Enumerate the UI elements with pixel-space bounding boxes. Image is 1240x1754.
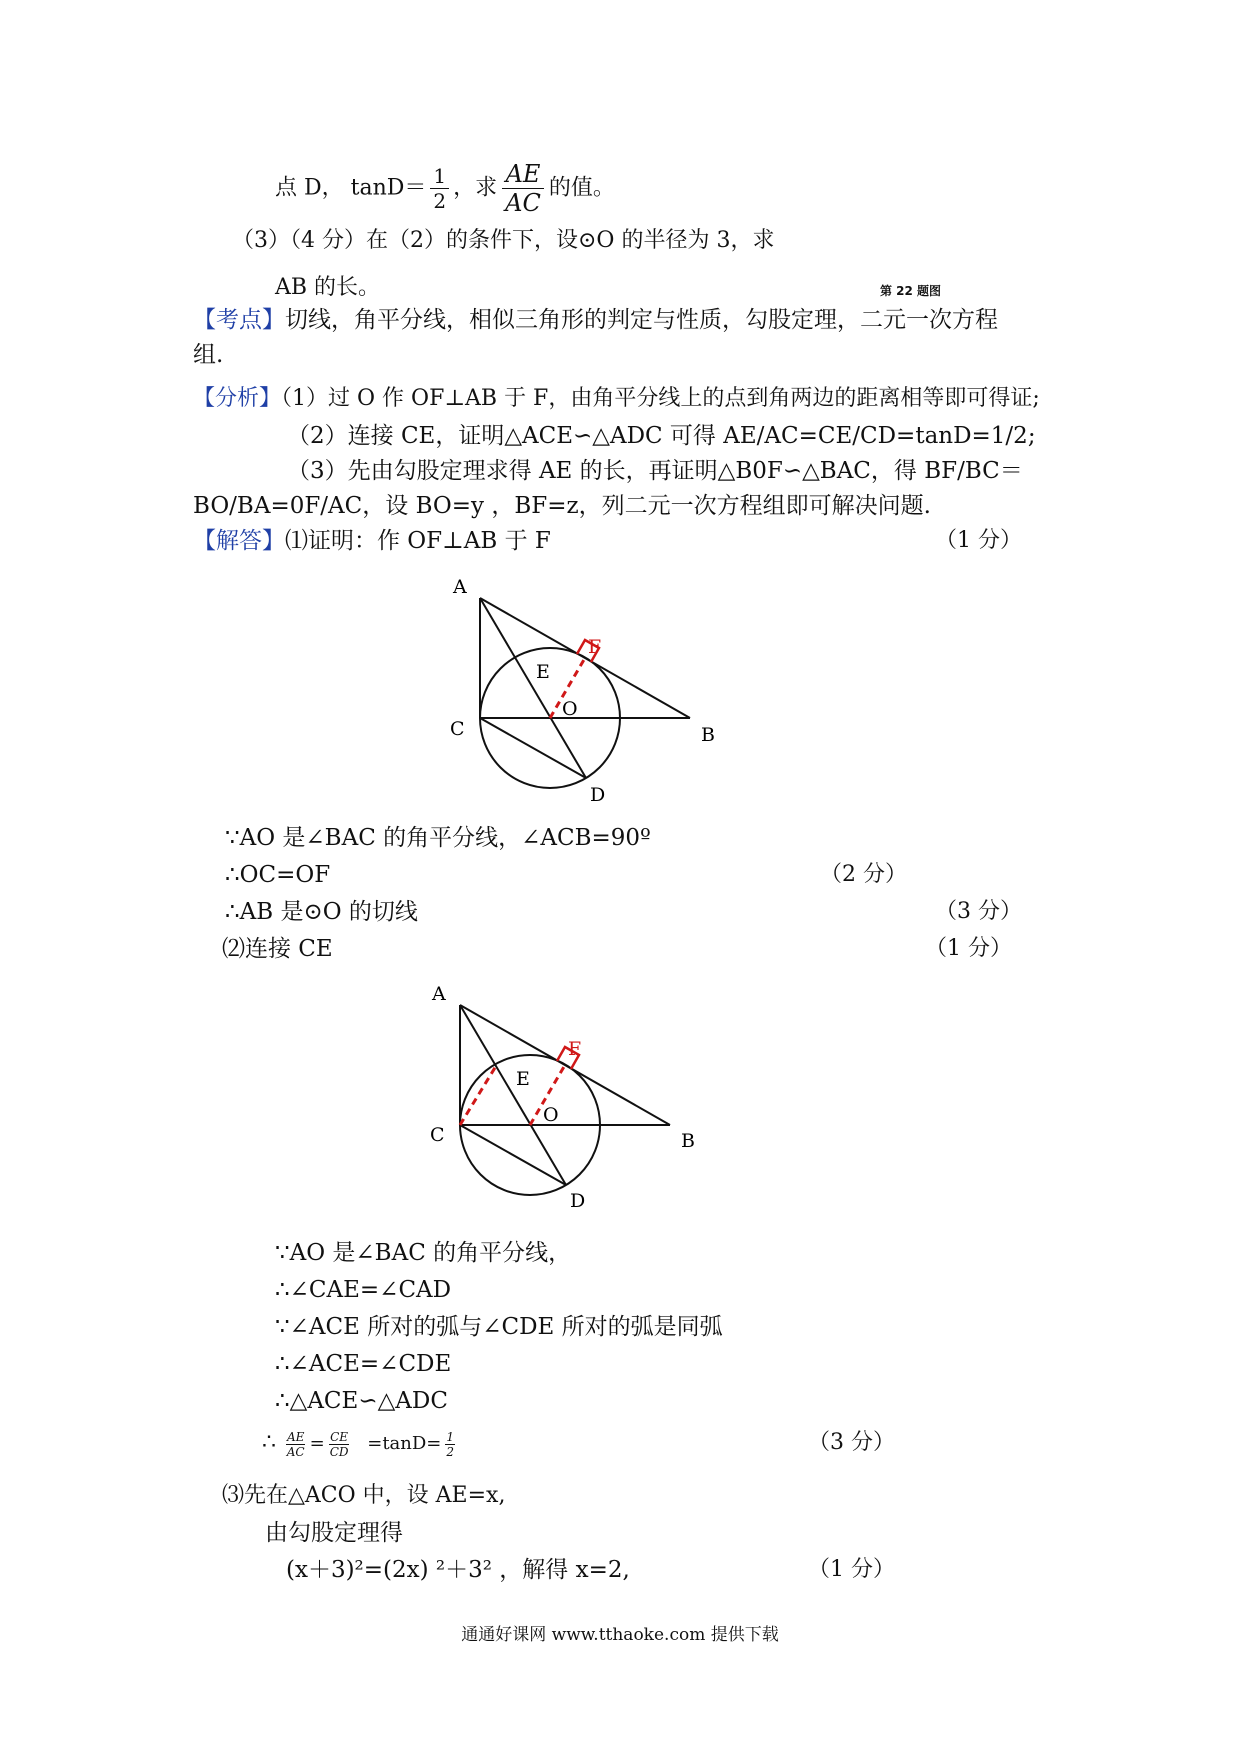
jieda-line-11 [262,1428,459,1459]
fenxi-line-1 [193,384,1040,414]
kaodian-text-cont: 组. [193,342,224,368]
equals-sign: = [309,1433,325,1454]
label-c: C [430,1124,445,1146]
label-e: E [516,1068,530,1090]
jieda-line-6: ∵AO 是∠BAC 的角平分线， [275,1240,572,1266]
label-c: C [450,718,465,740]
jieda-line-2: ∵AO 是∠BAC 的角平分线，∠ACB=90º [225,825,651,851]
figure-caption: 第 22 题图 [880,284,942,298]
fraction-numerator: CE [330,1429,349,1444]
question-prefix: 点 D， tanD＝ [275,175,427,201]
fraction-half [445,1431,455,1458]
jieda-line-9: ∴∠ACE=∠CDE [275,1351,452,1377]
fenxi-text: （1）过 O 作 OF⊥AB 于 F，由角平分线上的点到角两边的距离相等即可得证; [281,386,1040,411]
score-mark: （1 分） [925,936,1012,961]
segment-cd [460,1125,566,1185]
fraction-ce-cd [329,1431,350,1458]
score-mark: （3 分） [935,899,1022,924]
fraction-denominator: 2 [446,1444,455,1459]
geometry-figure-1 [440,575,730,815]
jieda-line-3: ∴OC=OF [225,862,331,888]
label-a: A [453,576,467,598]
score-mark: （2 分） [820,862,907,887]
tan-text: =tanD= [367,1433,442,1454]
score-mark: （1 分） [935,528,1022,553]
label-b: B [681,1130,695,1152]
fenxi-line-3: （3）先由勾股定理求得 AE 的长，再证明△B0F∽△BAC，得 BF/BC＝ [287,458,1023,484]
segment-ad [480,598,586,778]
jieda-tag: 【解答】 [193,528,285,554]
segment-ce [460,1066,496,1125]
fraction-denominator: AC [286,1444,305,1459]
half-fraction [430,166,449,211]
fenxi-line-4: BO/BA=0F/AC，设 BO=y ，BF=z，列二元一次方程组即可解决问题. [193,493,931,519]
label-b: B [701,724,715,746]
question-part3: （3）（4 分）在（2）的条件下，设⊙O 的半径为 3，求 [232,228,775,253]
ratio-fraction [501,162,545,215]
kaodian-text: 切线，角平分线，相似三角形的判定与性质，勾股定理，二元一次方程 [285,307,998,333]
therefore-symbol: ∴ [262,1430,276,1455]
question-ab-length: AB 的长。 [275,275,381,300]
label-o: O [562,698,578,720]
label-f: F [568,1038,582,1060]
jieda-line-5: ⑵连接 CE [222,936,333,962]
fraction-numerator: AE [502,162,545,189]
kaodian-tag: 【考点】 [193,307,285,333]
jieda-text: ⑴证明：作 OF⊥AB 于 F [285,528,551,554]
label-e: E [536,661,550,683]
segment-ad [460,1005,566,1185]
label-f: F [588,636,602,658]
jieda-line-4: ∴AB 是⊙O 的切线 [225,899,418,925]
fraction-numerator: 1 [446,1429,455,1444]
label-d: D [590,784,606,806]
fraction-denominator: 2 [433,189,447,213]
fenxi-line-2: （2）连接 CE，证明△ACE∽△ADC 可得 AE/AC=CE/CD=tanD=1/2; [287,423,1036,449]
jieda-line-14: (x＋3)²=(2x) ²＋3² ，解得 x=2, [286,1557,630,1583]
fraction-ae-ac [286,1431,306,1458]
score-mark: （3 分） [808,1430,895,1455]
fraction-numerator: AE [286,1429,305,1444]
segment-cd [480,718,586,778]
kaodian-line [193,305,998,335]
jieda-line-7: ∴∠CAE=∠CAD [275,1277,452,1303]
jieda-line-13: 由勾股定理得 [265,1520,403,1546]
jieda-line-8: ∵∠ACE 所对的弧与∠CDE 所对的弧是同弧 [275,1314,723,1340]
fraction-numerator: 1 [430,166,449,189]
question-suffix: 的值。 [548,175,615,201]
fraction-denominator: CD [329,1444,349,1459]
label-d: D [570,1190,586,1212]
question-mid: ，求 [453,175,498,201]
question-line [275,162,615,215]
fraction-denominator: AC [505,189,541,217]
label-o: O [543,1104,559,1126]
jieda-line-1 [193,526,551,556]
score-mark: （1 分） [808,1557,895,1582]
page-footer: 通通好课网 www.tthaoke.com 提供下载 [461,1625,779,1645]
jieda-line-10: ∴△ACE∽△ADC [275,1388,448,1414]
geometry-figure-2 [420,985,710,1215]
fenxi-tag: 【分析】 [193,386,282,411]
label-a: A [432,985,446,1005]
jieda-line-12: ⑶先在△ACO 中，设 AE=x, [222,1483,506,1508]
